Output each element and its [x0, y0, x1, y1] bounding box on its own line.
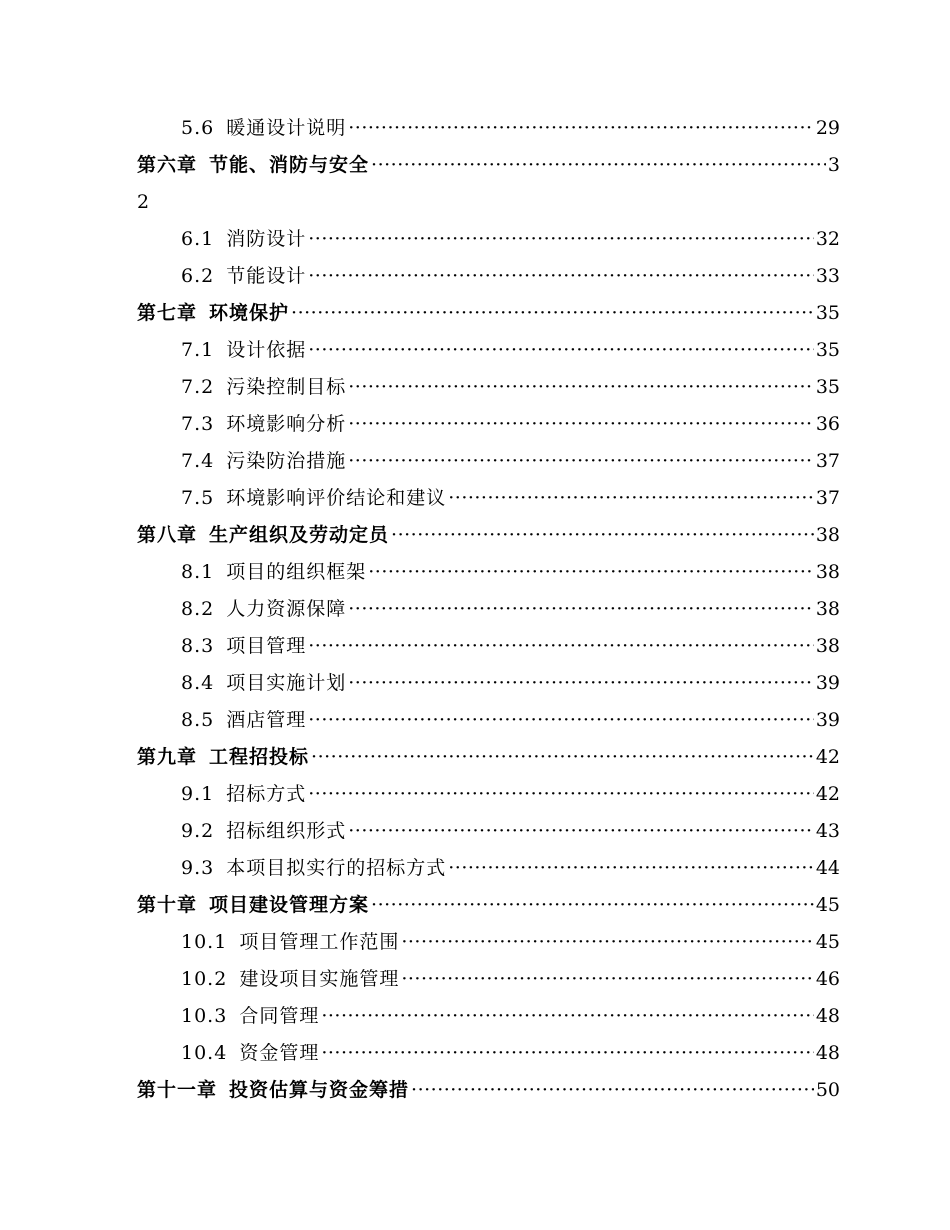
toc-entry-page-number: 3: [827, 154, 840, 176]
toc-section-entry[interactable]: [0, 368, 950, 405]
toc-section-entry[interactable]: [0, 664, 950, 701]
toc-entry-page-number: 44: [815, 857, 840, 879]
toc-entry-number: 第六章: [137, 154, 198, 176]
toc-chapter-entry[interactable]: [0, 516, 950, 553]
toc-chapter-entry[interactable]: [0, 294, 950, 331]
toc-section-entry[interactable]: [0, 812, 950, 849]
toc-entry-line: [181, 413, 840, 435]
toc-entry-page-number: 37: [815, 450, 840, 472]
toc-entry-number: 8.5: [181, 709, 215, 731]
dot-leader: [401, 968, 813, 990]
toc-entry-page-number: 35: [815, 376, 840, 398]
toc-entry-page-number: 42: [815, 783, 840, 805]
toc-entry-title: 项目的组织框架: [226, 561, 367, 583]
toc-entry-page-number: 48: [815, 1005, 840, 1027]
toc-section-entry[interactable]: [0, 405, 950, 442]
toc-entry-number: 7.2: [181, 376, 215, 398]
toc-section-entry[interactable]: [0, 257, 950, 294]
toc-entry-line: [181, 561, 840, 583]
toc-entry-line: [181, 635, 840, 657]
toc-entry-page-number: 38: [815, 598, 840, 620]
toc-entry-line: [181, 783, 840, 805]
toc-entry-title: 工程招投标: [209, 746, 310, 768]
toc-entry-title: 招标方式: [226, 783, 307, 805]
dot-leader: [348, 598, 814, 620]
toc-entry-line: [181, 672, 840, 694]
toc-section-entry[interactable]: [0, 627, 950, 664]
toc-entry-title: 人力资源保障: [226, 598, 347, 620]
toc-entry-number: 6.1: [181, 228, 215, 250]
toc-entry-line: [181, 709, 840, 731]
toc-entry-page-number-continued: 2: [137, 191, 150, 213]
dot-leader: [448, 857, 814, 879]
toc-entry-number: 第十一章: [137, 1079, 218, 1101]
toc-entry-line: [181, 228, 840, 250]
toc-entry-number: 8.4: [181, 672, 215, 694]
toc-entry-line: [137, 1079, 840, 1101]
toc-entry-title: 资金管理: [239, 1042, 320, 1064]
toc-entry-line: [181, 1005, 840, 1027]
toc-entry-title: 项目管理工作范围: [239, 931, 400, 953]
toc-entry-number: 10.1: [181, 931, 228, 953]
dot-leader: [321, 1005, 813, 1027]
toc-entry-page-number: 35: [815, 339, 840, 361]
toc-entry-title: 设计依据: [226, 339, 307, 361]
toc-entry-page-number: 48: [815, 1042, 840, 1064]
toc-section-entry[interactable]: [0, 553, 950, 590]
toc-entry-page-number: 38: [815, 524, 840, 546]
toc-entry-page-number: 45: [815, 931, 840, 953]
toc-entry-number: 7.4: [181, 450, 215, 472]
dot-leader: [308, 265, 814, 287]
toc-entry-number: 8.2: [181, 598, 215, 620]
toc-entry-line: [181, 117, 840, 139]
dot-leader: [308, 228, 814, 250]
dot-leader: [311, 746, 814, 768]
toc-entry-number: 第八章: [137, 524, 198, 546]
toc-entry-title: 建设项目实施管理: [239, 968, 400, 990]
toc-entry-number: 9.2: [181, 820, 215, 842]
toc-entry-line: [181, 931, 840, 953]
toc-entry-page-number: 42: [815, 746, 840, 768]
toc-entry-page-number: 29: [815, 117, 840, 139]
dot-leader: [411, 1079, 814, 1101]
toc-entry-line: [181, 1042, 840, 1064]
toc-entry-title: 污染防治措施: [226, 450, 347, 472]
toc-section-entry[interactable]: [0, 442, 950, 479]
toc-entry-title: 项目建设管理方案: [209, 894, 370, 916]
toc-entry-title: 环境影响分析: [226, 413, 347, 435]
dot-leader: [308, 635, 814, 657]
dot-leader: [348, 450, 814, 472]
toc-entry-title: 项目管理: [226, 635, 307, 657]
toc-entry-page-number: 35: [815, 302, 840, 324]
toc-section-entry[interactable]: [0, 590, 950, 627]
toc-entry-title: 环境保护: [209, 302, 290, 324]
toc-entry-title: 项目实施计划: [226, 672, 347, 694]
toc-entry-title: 污染控制目标: [226, 376, 347, 398]
toc-entry-title: 投资估算与资金筹措: [229, 1079, 410, 1101]
dot-leader: [348, 376, 814, 398]
toc-entry-title: 合同管理: [239, 1005, 320, 1027]
toc-entry-line: [181, 487, 840, 509]
toc-chapter-entry[interactable]: [0, 146, 950, 183]
toc-section-entry[interactable]: [0, 109, 950, 146]
toc-entry-page-number: 38: [815, 635, 840, 657]
toc-entry-title: 节能、消防与安全: [209, 154, 370, 176]
toc-entry-page-number: 43: [815, 820, 840, 842]
toc-entry-line: [137, 302, 840, 324]
toc-entry-page-number: 39: [815, 709, 840, 731]
toc-entry-number: 7.5: [181, 487, 215, 509]
toc-page-number-wrap: [0, 183, 950, 220]
toc-entry-line: [181, 265, 840, 287]
dot-leader: [291, 302, 814, 324]
dot-leader: [348, 820, 814, 842]
toc-section-entry[interactable]: [0, 220, 950, 257]
toc-entry-title: 消防设计: [226, 228, 307, 250]
toc-entry-number: 7.1: [181, 339, 215, 361]
toc-entry-line: [137, 746, 840, 768]
toc-chapter-entry[interactable]: [0, 886, 950, 923]
toc-section-entry[interactable]: [0, 775, 950, 812]
toc-entry-title: 节能设计: [226, 265, 307, 287]
toc-entry-line: [181, 339, 840, 361]
dot-leader: [448, 487, 814, 509]
toc-entry-page-number: 33: [815, 265, 840, 287]
toc-entry-page-number: 50: [815, 1079, 840, 1101]
toc-section-entry[interactable]: [0, 923, 950, 960]
toc-entry-number: 第十章: [137, 894, 198, 916]
toc-section-entry[interactable]: [0, 849, 950, 886]
dot-leader: [368, 561, 814, 583]
toc-entry-line: [181, 857, 840, 879]
dot-leader: [308, 339, 814, 361]
toc-entry-line: [181, 598, 840, 620]
toc-entry-line: [181, 450, 840, 472]
toc-entry-page-number: 37: [815, 487, 840, 509]
dot-leader: [308, 709, 814, 731]
toc-section-entry[interactable]: [0, 701, 950, 738]
dot-leader: [391, 524, 814, 546]
dot-leader: [308, 783, 814, 805]
toc-entry-number: 8.3: [181, 635, 215, 657]
toc-entry-title: 招标组织形式: [226, 820, 347, 842]
table-of-contents: [0, 109, 950, 1108]
toc-entry-title: 环境影响评价结论和建议: [226, 487, 447, 509]
toc-entry-number: 10.2: [181, 968, 228, 990]
toc-entry-page-number: 46: [815, 968, 840, 990]
toc-entry-page-number: 38: [815, 561, 840, 583]
toc-entry-line: [181, 820, 840, 842]
toc-chapter-entry[interactable]: [0, 1071, 950, 1108]
toc-section-entry[interactable]: [0, 1034, 950, 1071]
toc-entry-page-number: 36: [815, 413, 840, 435]
toc-entry-line: [137, 524, 840, 546]
toc-entry-title: 酒店管理: [226, 709, 307, 731]
toc-entry-page-number: 45: [815, 894, 840, 916]
dot-leader: [348, 117, 814, 139]
toc-entry-number: 8.1: [181, 561, 215, 583]
dot-leader: [401, 931, 813, 953]
toc-section-entry[interactable]: [0, 997, 950, 1034]
toc-entry-number: 10.4: [181, 1042, 228, 1064]
toc-section-entry[interactable]: [0, 479, 950, 516]
toc-entry-number: 9.3: [181, 857, 215, 879]
toc-entry-number: 第九章: [137, 746, 198, 768]
dot-leader: [348, 672, 814, 694]
toc-entry-line: [181, 376, 840, 398]
toc-entry-line: [181, 968, 840, 990]
toc-entry-page-number: 32: [815, 228, 840, 250]
toc-entry-number: 9.1: [181, 783, 215, 805]
toc-entry-page-number: 39: [815, 672, 840, 694]
toc-section-entry[interactable]: [0, 960, 950, 997]
toc-chapter-entry[interactable]: [0, 738, 950, 775]
toc-section-entry[interactable]: [0, 331, 950, 368]
toc-entry-number: 7.3: [181, 413, 215, 435]
toc-entry-number: 10.3: [181, 1005, 228, 1027]
dot-leader: [348, 413, 814, 435]
dot-leader: [371, 154, 826, 176]
toc-entry-number: 6.2: [181, 265, 215, 287]
toc-entry-line: [137, 154, 840, 176]
toc-entry-number: 5.6: [181, 117, 215, 139]
toc-entry-line: [137, 894, 840, 916]
dot-leader: [321, 1042, 813, 1064]
toc-entry-title: 本项目拟实行的招标方式: [226, 857, 447, 879]
toc-entry-title: 生产组织及劳动定员: [209, 524, 390, 546]
toc-entry-number: 第七章: [137, 302, 198, 324]
toc-entry-title: 暖通设计说明: [226, 117, 347, 139]
dot-leader: [371, 894, 814, 916]
